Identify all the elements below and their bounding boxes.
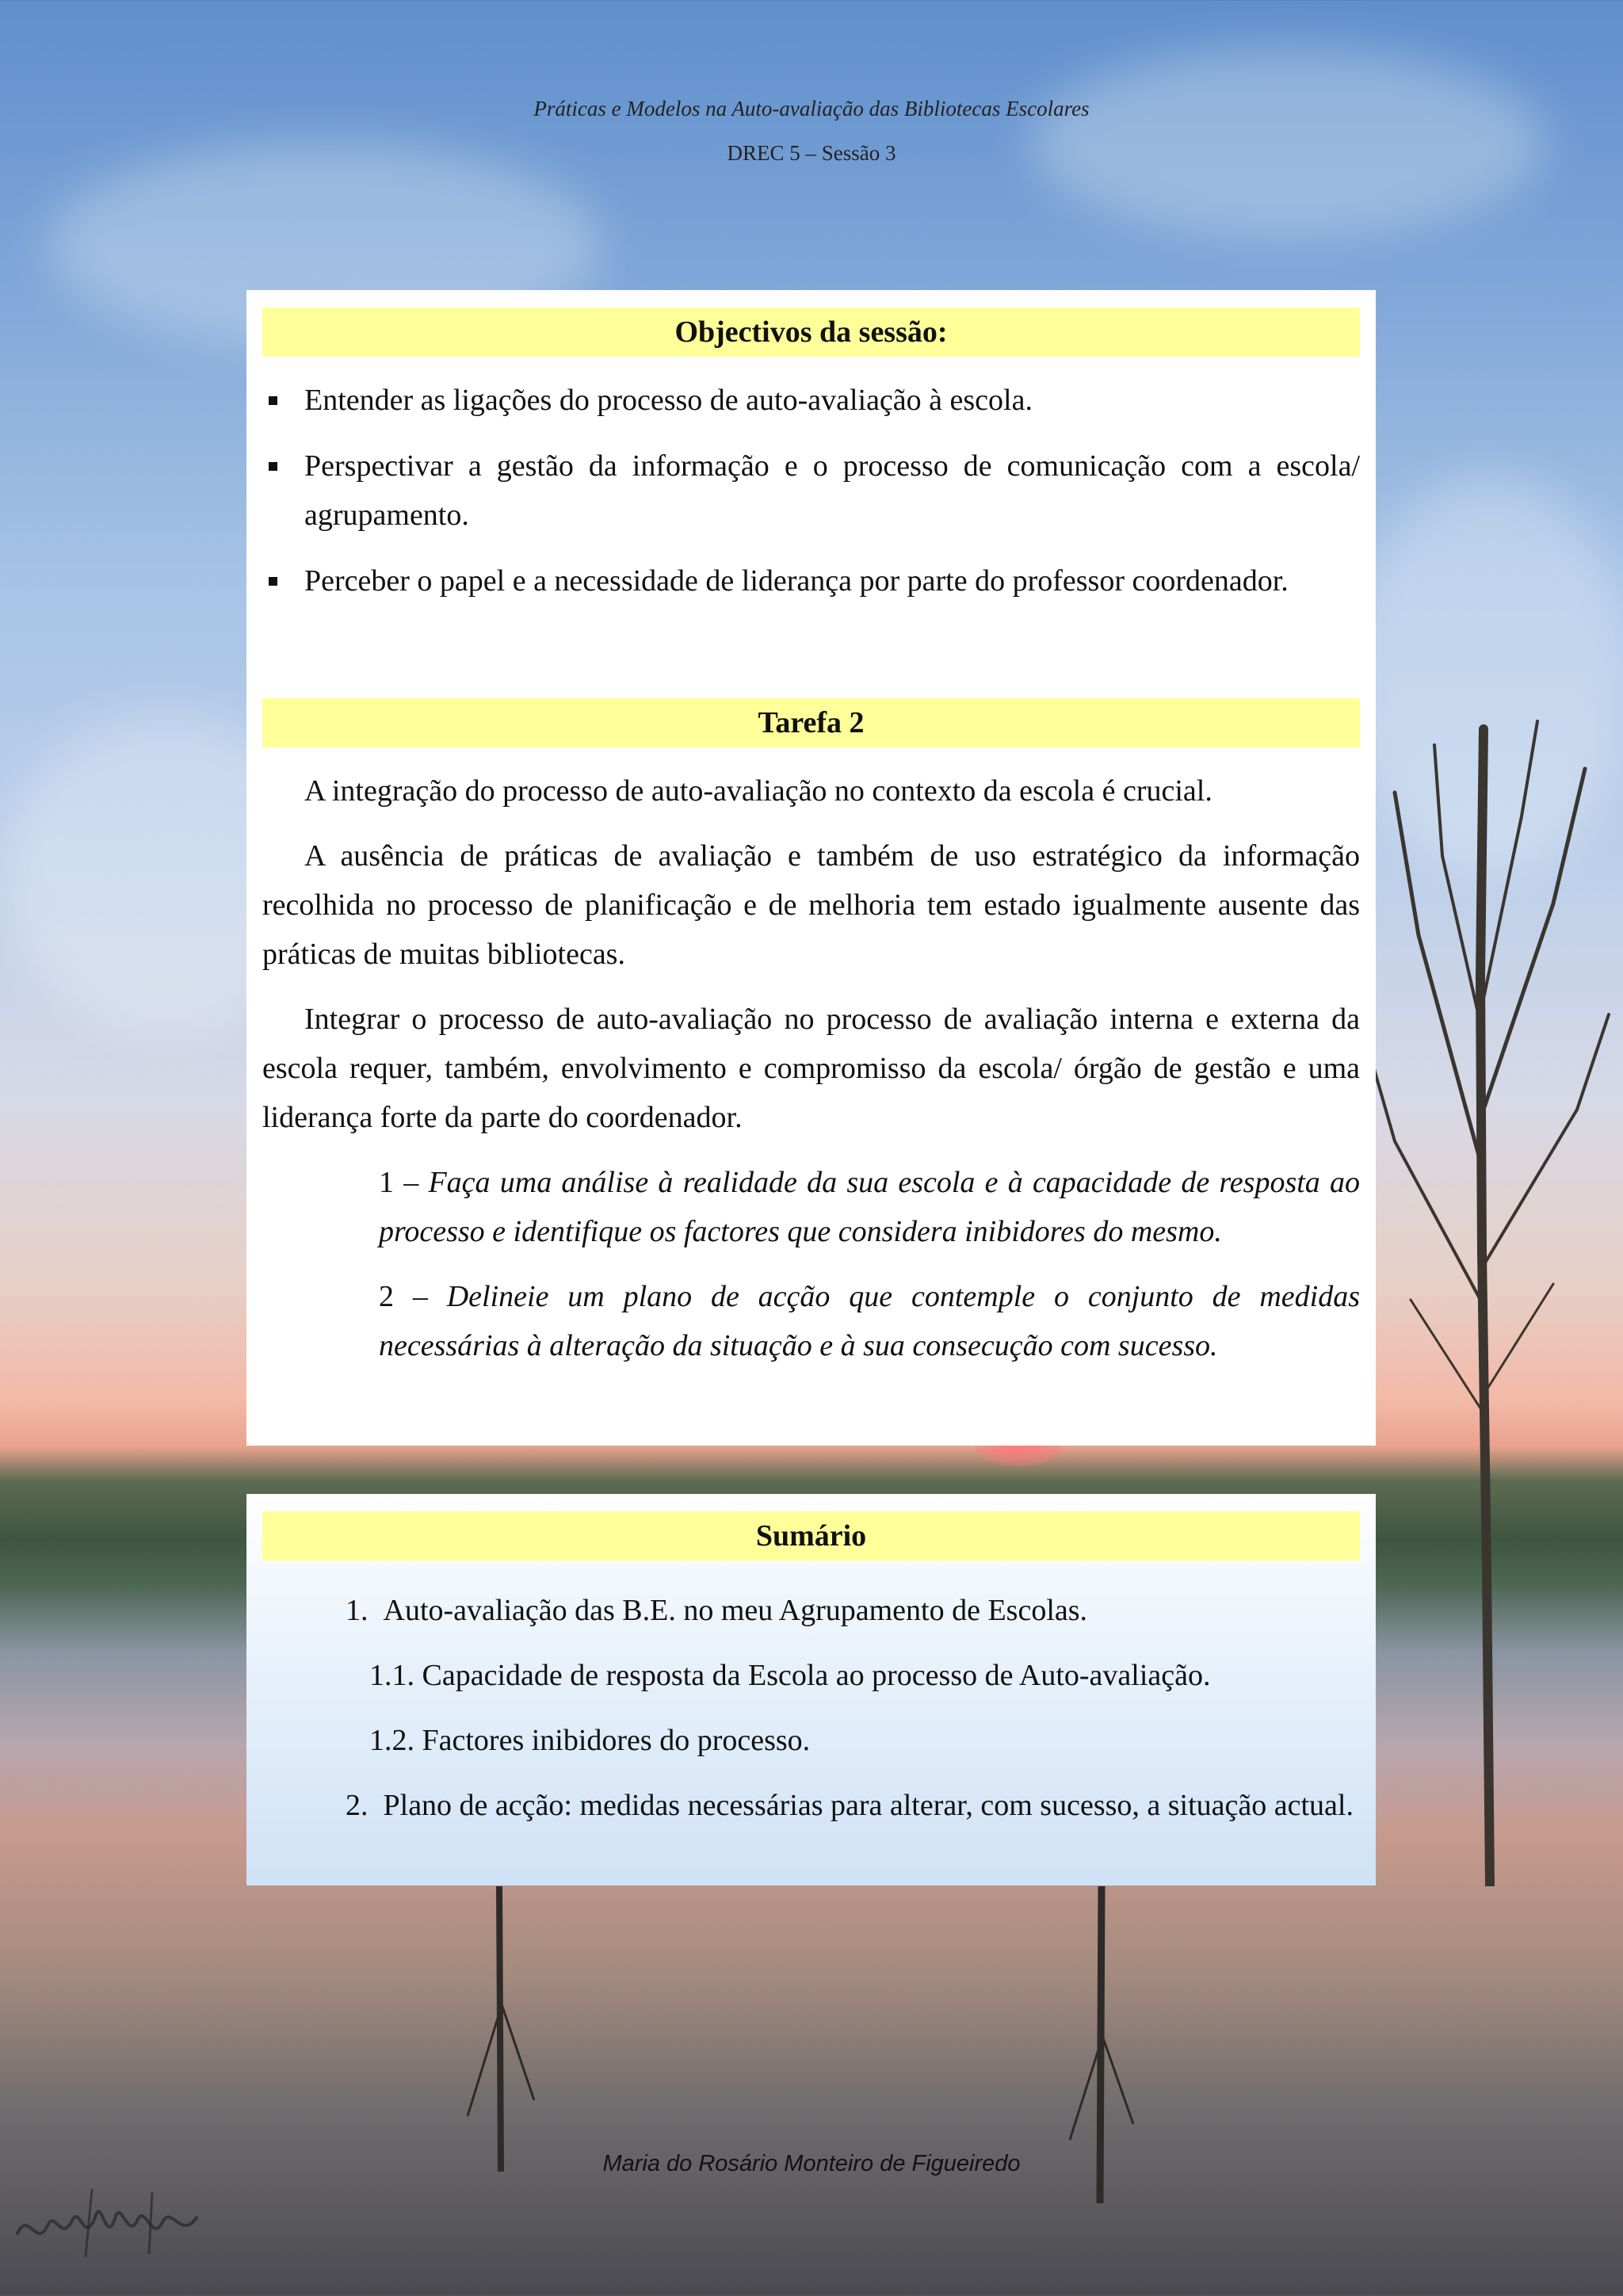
bullet-square-icon	[269, 462, 277, 471]
bullet-square-icon	[269, 577, 277, 586]
summary-item	[262, 1781, 1360, 1830]
summary-item-number: 2.	[346, 1789, 369, 1822]
objective-item	[262, 376, 1360, 425]
bullet-square-icon	[269, 396, 277, 405]
summary-item	[262, 1586, 1360, 1635]
summary-panel	[246, 1494, 1376, 1885]
objective-item	[262, 441, 1360, 540]
session-panel	[246, 290, 1376, 1446]
task-question-text: Delineie um plano de acção que contemple o conjunto de medidas necessárias à alteração da situação e à sua consecução com sucesso.	[379, 1280, 1361, 1362]
task-question	[262, 1158, 1360, 1256]
background-tree-reflection	[452, 1886, 547, 2172]
task-question-number: 2 –	[379, 1280, 428, 1313]
objective-item	[262, 556, 1360, 606]
summary-item-text: Capacidade de resposta da Escola ao processo de Auto-avaliação.	[422, 1659, 1211, 1692]
summary-item	[262, 1651, 1360, 1700]
summary-item-number: 1.1.	[369, 1659, 414, 1692]
objectives-list	[262, 376, 1360, 606]
summary-item-text: Auto-avaliação das B.E. no meu Agrupamento de Escolas.	[383, 1594, 1088, 1627]
summary-item-number: 1.2.	[369, 1724, 414, 1757]
summary-item	[262, 1716, 1360, 1765]
summary-heading: Sumário	[262, 1511, 1360, 1561]
objectives-heading: Objectivos da sessão:	[262, 308, 1360, 357]
task-paragraph: Integrar o processo de auto-avaliação no processo de avaliação interna e externa da escola requer, também, envolvimento e compromisso da escola/ órgão de gestão e uma liderança forte da parte do coordenador.	[262, 1003, 1360, 1134]
summary-item-text: Factores inibidores do processo.	[422, 1724, 811, 1757]
task-question	[262, 1272, 1360, 1370]
task-question-number: 1 –	[379, 1166, 419, 1199]
author-footer: Maria do Rosário Monteiro de Figueiredo	[602, 2151, 1021, 2176]
task-question-text: Faça uma análise à realidade da sua escola e à capacidade de resposta ao processo e identifique os factores que considera inibidores do mesmo.	[379, 1166, 1361, 1248]
objective-text: Perspectivar a gestão da informação e o processo de comunicação com a escola/ agrupamento.	[304, 449, 1360, 532]
section-spacer	[262, 622, 1360, 698]
objective-text: Perceber o papel e a necessidade de liderança por parte do professor coordenador.	[304, 564, 1289, 598]
background-tree-right	[1347, 697, 1617, 1886]
watermark-signature	[13, 2178, 203, 2265]
summary-item-number: 1.	[346, 1594, 369, 1627]
task-paragraph: A ausência de práticas de avaliação e também de uso estratégico da informação recolhida no processo de planificação e de melhoria tem estado igualmente ausente das práticas de muitas bibliotecas.	[262, 839, 1360, 971]
session-subtitle: DREC 5 – Sessão 3	[727, 141, 896, 165]
document-title: Práticas e Modelos na Auto-avaliação das Bibliotecas Escolares	[533, 97, 1090, 120]
task-paragraph: A integração do processo de auto-avaliação no contexto da escola é crucial.	[304, 774, 1212, 808]
task-heading: Tarefa 2	[262, 698, 1360, 747]
summary-item-text: Plano de acção: medidas necessárias para alterar, com sucesso, a situação actual.	[383, 1789, 1354, 1822]
objective-text: Entender as ligações do processo de auto-avaliação à escola.	[304, 384, 1033, 417]
